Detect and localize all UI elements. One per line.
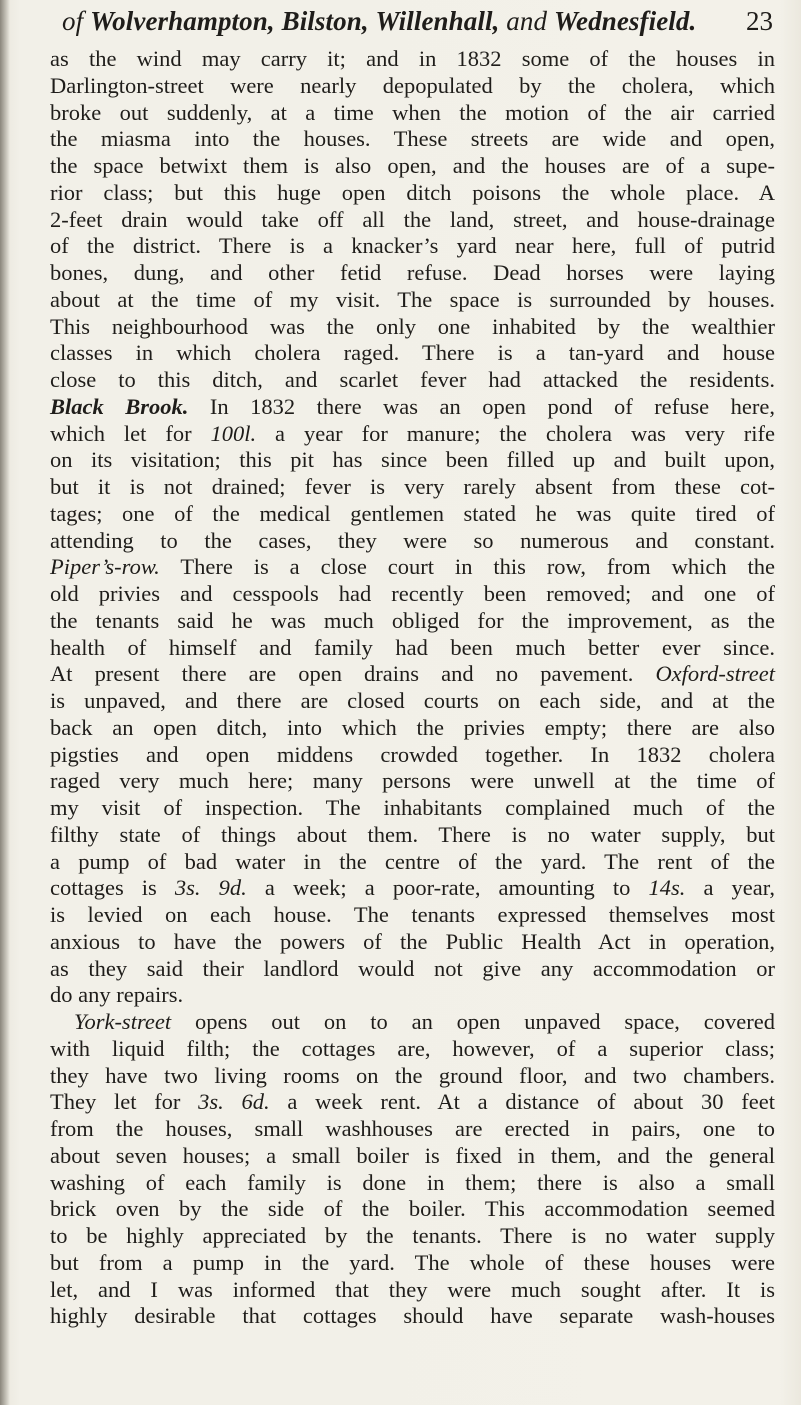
text-line: as the wind may carry it; and in 1832 some of the houses in xyxy=(50,46,775,71)
page-number: 23 xyxy=(746,6,773,36)
text-line: of the district. There is a knacker’s yard near here, full of putrid xyxy=(50,233,775,259)
text-line: anxious to have the powers of the Public Health Act in operation, xyxy=(50,928,775,954)
text-line: brick oven by the side of the boiler. This accommodation seemed xyxy=(50,1196,775,1222)
text-line: filthy state of things about them. There is no water supply, but xyxy=(50,821,775,847)
text-line: about at the time of my visit. The space is surrounded by houses. xyxy=(50,286,775,312)
text-line: back an open ditch, into which the privies empty; there are also xyxy=(50,714,775,740)
text-line: as they said their landlord would not give any accommodation or xyxy=(50,955,775,981)
text-line: They let for 3s. 6d. a week rent. At a distance of about 30 feet xyxy=(50,1089,775,1115)
text-line: Darlington-street were nearly depopulated by the cholera, which xyxy=(50,72,775,98)
text-line: Black Brook. In 1832 there was an open pond of refuse here, xyxy=(50,393,775,419)
text-line: At present there are open drains and no pavement. Oxford-street xyxy=(50,661,775,687)
text-line: with liquid filth; the cottages are, however, of a superior class; xyxy=(50,1035,775,1061)
text-line: close to this ditch, and scarlet fever had attacked the residents. xyxy=(50,367,775,392)
text-line: the miasma into the houses. These streets are wide and open, xyxy=(50,126,775,152)
text-line: on its visitation; this pit has since been filled up and built upon, xyxy=(50,447,775,473)
text-line: from the houses, small washhouses are erected in pairs, one to xyxy=(50,1116,775,1141)
text-line: York-street opens out on to an open unpaved space, covered xyxy=(74,1009,775,1034)
text-line: do any repairs. xyxy=(50,982,184,1008)
text-line: This neighbourhood was the only one inhabited by the wealthier xyxy=(50,313,775,339)
text-line: let, and I was informed that they were much sought after. It is xyxy=(50,1276,775,1302)
text-line: but it is not drained; fever is very rarely absent from these cot- xyxy=(50,474,775,499)
text-line: old privies and cesspools had recently been removed; and one of xyxy=(50,581,775,606)
text-line: rior class; but this huge open ditch poisons the whole place. A xyxy=(50,179,775,205)
text-line: is unpaved, and there are closed courts on each side, and at the xyxy=(50,688,775,713)
text-line: they have two living rooms on the ground floor, and two chambers. xyxy=(50,1062,775,1088)
text-line: classes in which cholera raged. There is a tan-yard and house xyxy=(50,340,775,366)
text-line: health of himself and family had been much better ever since. xyxy=(50,634,775,660)
text-line: but from a pump in the yard. The whole of these houses were xyxy=(50,1249,775,1275)
binding-gutter-shadow xyxy=(0,0,10,1405)
text-line: bones, dung, and other fetid refuse. Dead horses were laying xyxy=(50,260,775,285)
text-line: to be highly appreciated by the tenants. There is no water supply xyxy=(50,1223,775,1248)
text-line: pigsties and open middens crowded together. In 1832 cholera xyxy=(50,741,775,767)
text-line: is levied on each house. The tenants expressed themselves most xyxy=(50,902,775,927)
body-text xyxy=(50,46,775,1330)
text-line: my visit of inspection. The inhabitants complained much of the xyxy=(50,795,775,820)
text-line: highly desirable that cottages should have separate wash-houses xyxy=(50,1303,775,1329)
text-line: cottages is 3s. 9d. a week; a poor-rate, amounting to 14s. a year, xyxy=(50,875,775,901)
text-line: tages; one of the medical gentlemen stated he was quite tired of xyxy=(50,500,775,526)
text-line: a pump of bad water in the centre of the yard. The rent of the xyxy=(50,848,775,874)
text-line: which let for 100l. a year for manure; the cholera was very rife xyxy=(50,420,775,446)
text-line: Piper’s-row. There is a close court in this row, from which the xyxy=(50,554,775,580)
text-line: the space betwixt them is also open, and the houses are of a supe- xyxy=(50,153,775,178)
text-line: broke out suddenly, at a time when the motion of the air carried xyxy=(50,99,775,125)
text-line: about seven houses; a small boiler is fixed in them, and the general xyxy=(50,1142,775,1168)
text-line: the tenants said he was much obliged for the improvement, as the xyxy=(50,607,775,633)
text-line: 2-feet drain would take off all the land, street, and house-drainage xyxy=(50,206,775,232)
running-head xyxy=(62,6,779,44)
text-line: raged very much here; many persons were unwell at the time of xyxy=(50,768,775,794)
running-title: of Wolverhampton, Bilston, Willenhall, and Wednesfield. xyxy=(62,6,697,36)
text-line: washing of each family is done in them; there is also a small xyxy=(50,1169,775,1195)
text-line: attending to the cases, they were so numerous and constant. xyxy=(50,527,775,553)
